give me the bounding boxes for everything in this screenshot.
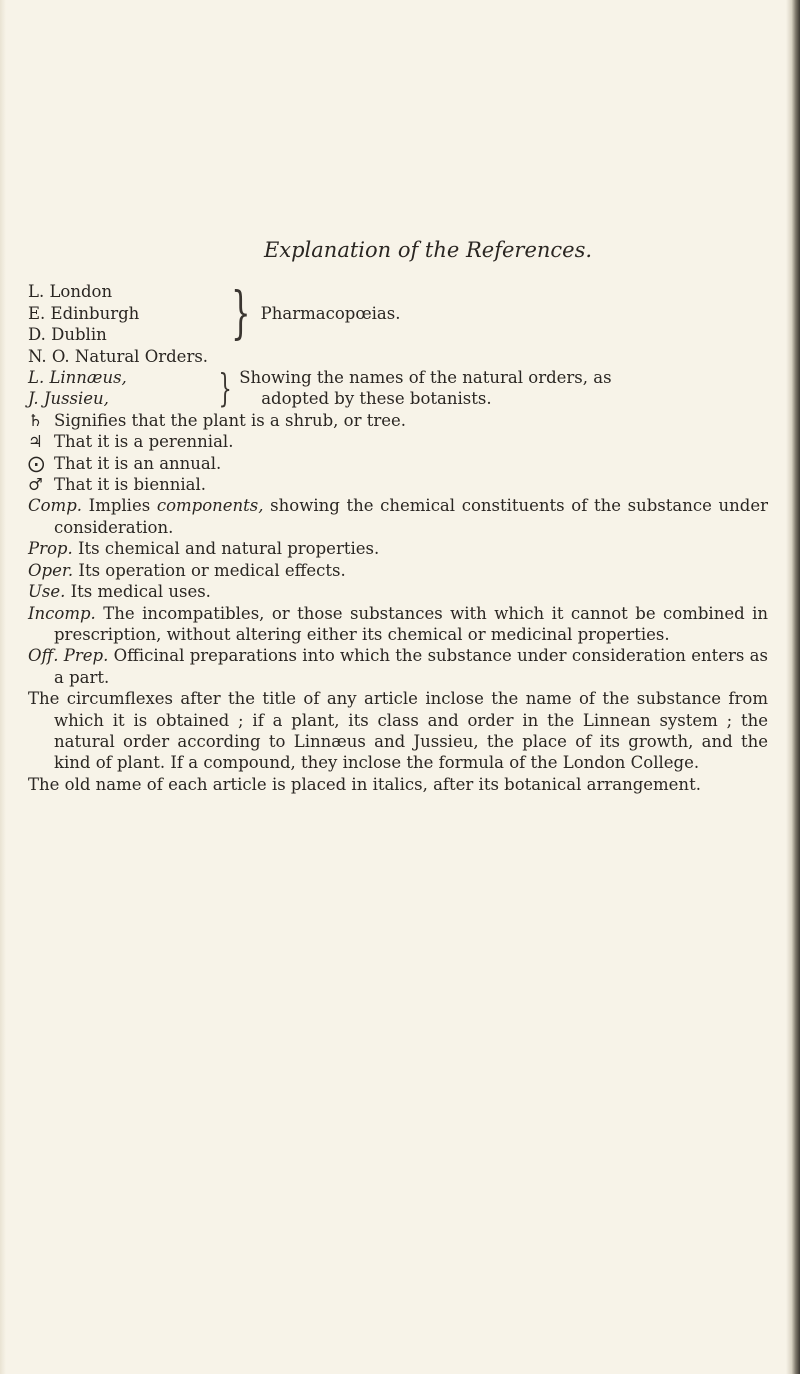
symbol-annual [28, 453, 768, 474]
definition-abbr: Use. [28, 582, 66, 602]
definition-prop: Prop. Its chemical and natural properties. [28, 539, 380, 559]
definition-off-prep: Off. Prep. Officinal preparations into which the substance under consideration enters as a part. [28, 646, 768, 687]
definition-abbr: Off. Prep. [28, 646, 109, 666]
pharmacopoeia-group [28, 281, 768, 345]
botanists-label-line-2: adopted by these botanists. [261, 389, 492, 409]
page-left-edge [0, 0, 6, 1374]
pharmacopoeia-edinburgh: E. Edinburgh [28, 303, 140, 323]
symbol-shrub-text: Signifies that the plant is a shrub, or tree. [54, 410, 407, 430]
definition-abbr: Prop. [28, 539, 73, 559]
brace-glyph: } [218, 366, 232, 411]
symbol-perennial-text: That it is a perennial. [54, 432, 234, 452]
definition-incomp: Incomp. The incompatibles, or those substances with which it cannot be combined in prescription, without altering either its chemical or medicinal properties. [28, 603, 768, 644]
note-old-name: The old name of each article is placed in italics, after its botanical arrangement. [28, 774, 701, 794]
definition-abbr: Oper. [28, 560, 74, 580]
page-binding-shadow [786, 0, 800, 1374]
symbol-perennial [28, 431, 768, 452]
botanist-jussieu: J. Jussieu, [28, 389, 109, 409]
botanists-label-line-1: Showing the names of the natural orders, as [239, 368, 612, 388]
note-circumflexes: The circumflexes after the title of any article inclose the name of the substance from which it is obtained ; if a plant, its class and order in the Linnean system ; the natural order according to Linnæus and Jussieu, the place of its growth, and the kind of plant. If a compound, they inclose the formula of the London College. [28, 689, 768, 773]
definition-use: Use. Its medical uses. [28, 582, 211, 602]
natural-orders-line: N. O. Natural Orders. [28, 346, 209, 366]
symbol-biennial [28, 474, 768, 495]
brace-glyph: } [231, 280, 251, 346]
pharmacopoeia-dublin: D. Dublin [28, 325, 107, 345]
pharmacopoeia-label: Pharmacopœias. [260, 303, 401, 323]
definition-abbr: Comp. [28, 496, 83, 516]
pharmacopoeia-london: L. London [28, 282, 113, 302]
page-title: Explanation of the References. [263, 238, 593, 262]
saturn-symbol-icon: ♄ [28, 410, 43, 430]
jupiter-symbol-icon: ♃ [28, 432, 43, 452]
botanist-linnaeus: L. Linnæus, [28, 368, 127, 388]
symbol-annual-text: That it is an annual. [54, 453, 222, 473]
symbol-shrub [28, 410, 768, 431]
references-content [28, 240, 768, 795]
definition-abbr: Incomp. [28, 603, 96, 623]
mars-symbol-icon: ♂ [28, 475, 43, 495]
symbol-biennial-text: That it is biennial. [54, 475, 206, 495]
botanists-group [28, 367, 768, 410]
sun-symbol-icon: ⨀ [28, 453, 45, 473]
definition-comp: Comp. Implies components, showing the chemical constituents of the substance under consideration. [28, 496, 768, 537]
definition-oper: Oper. Its operation or medical effects. [28, 560, 346, 580]
